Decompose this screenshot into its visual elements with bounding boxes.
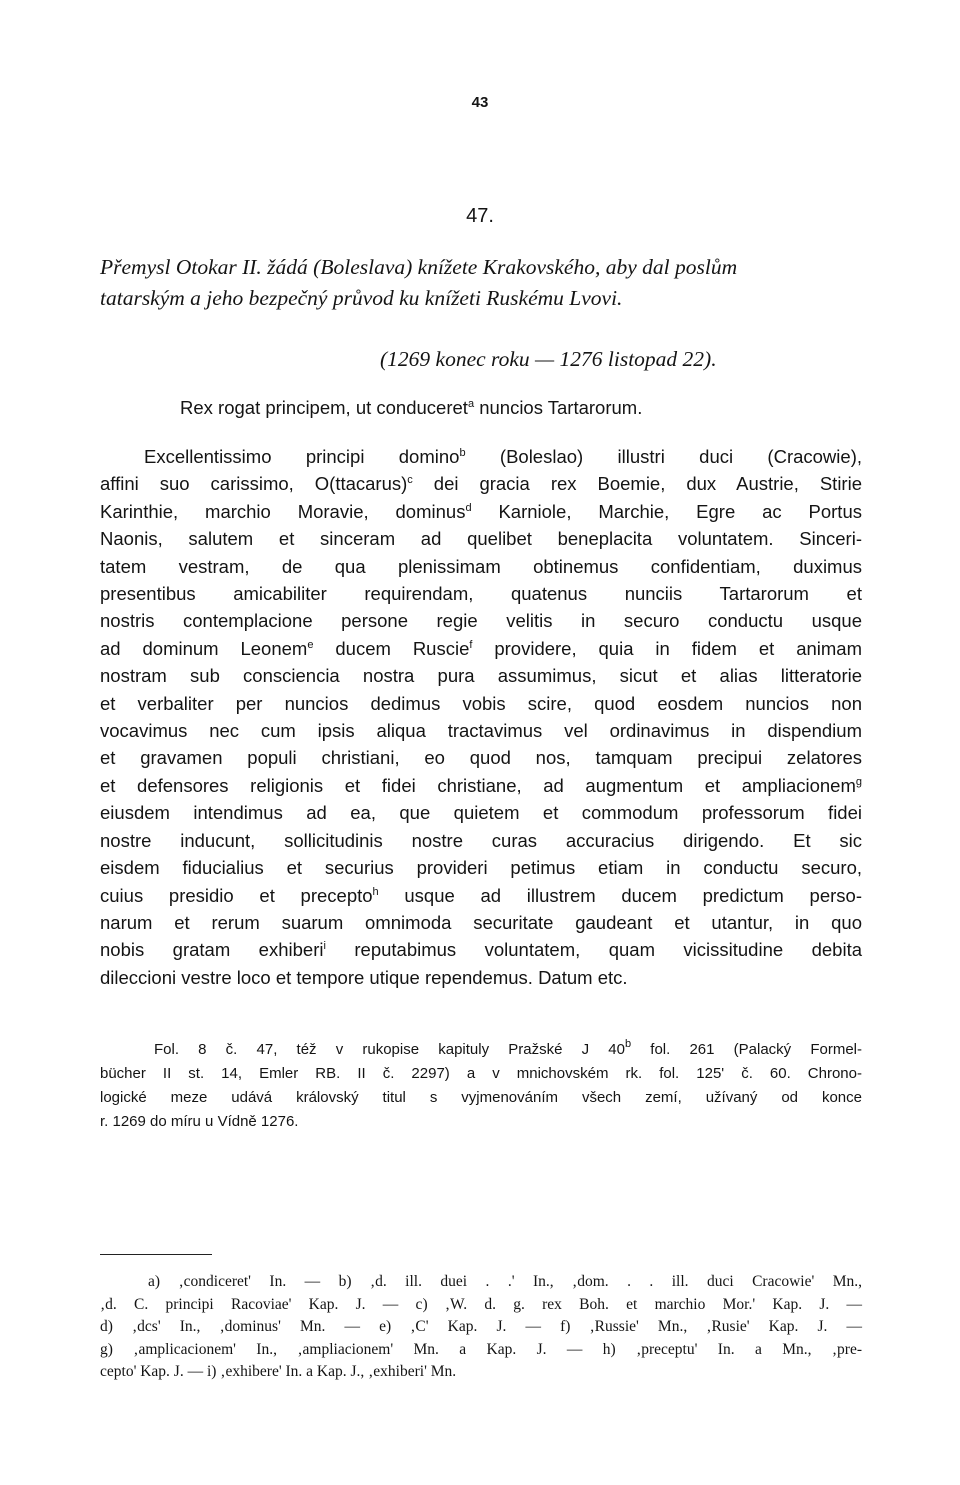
text-run: nostram sub consciencia nostra pura assumimus, sicut et alias litteratorie [100,665,862,687]
apparatus-line: cepto' Kap. J. — i) ‚exhibere' In. a Kap. J., ‚exhiberi' Mn. [100,1363,457,1380]
body-line [100,964,862,991]
note-line [100,1038,862,1062]
footnote-marker: d [465,501,472,514]
body-line [100,690,862,717]
body-line [100,799,862,826]
text-run: et defensores religionis et fidei christiane, ad augmentum et ampliacionem [100,774,856,796]
body-line [100,909,862,936]
footnote-marker: b [624,1038,632,1050]
text-run: et gravamen populi christiani, eo quod nos, tamquam precipui zelatores [100,747,862,769]
apparatus-line: g) ‚amplicacionem' In., ‚ampliacionem' Mn. a Kap. J. — h) ‚preceptu' In. a Mn., ‚pre- [100,1340,862,1358]
heading-line: tatarským a jeho bezpečný průvod ku knížeti Ruskému Lvovi. [100,286,623,310]
text-run: Naonis, salutem et sinceram ad quelibet beneplacita voluntatem. Sinceri- [100,528,862,550]
apparatus-line: ‚d. C. principi Racoviae' Kap. J. — c) ‚W. d. g. rex Boh. et marchio Mor.' Kap. J. — [100,1295,862,1313]
body-line [100,827,862,854]
note-line [100,1086,862,1110]
body-line [100,635,862,662]
text-run: et verbaliter per nuncios dedimus vobis scire, quod eosdem nuncios non [100,692,862,714]
text-run: ad dominum Leonem [100,637,308,659]
text-run: affini suo carissimo, O(ttacarus) [100,473,408,495]
text-run: nobis gratam exhiberi [100,939,324,961]
footnote-marker: g [855,775,862,788]
body-line [100,607,862,634]
text-run: nostre inducunt, sollicitudinis nostre curas accuracius dirigendo. Et sic [100,829,862,851]
footnote-marker: h [372,885,379,898]
text-run: nostris contemplacione persone regie velitis in securo conductu usque [100,610,862,632]
regest-text: Rex rogat principem, ut conduceret [180,397,468,418]
date-line: (1269 konec roku — 1276 listopad 22). [380,347,717,371]
letter-body [100,443,862,991]
text-run: usque ad illustrem ducem predictum perso- [378,884,862,906]
text-run: logické meze udává královský titul s vyjmenováním všech zemí, užívaný od konce [100,1089,862,1106]
text-run: vocavimus nec cum ipsis aliqua tractavimus vel ordinavimus in dispendium [100,720,862,742]
body-line [100,525,862,552]
text-run: Fol. 8 č. 47, též v rukopise kapituly Pražské J 40 [154,1041,625,1058]
footnote-marker: i [323,940,326,953]
body-line [100,882,862,909]
body-line [100,443,862,470]
page-number: 43 [471,94,489,111]
text-run: eiusdem intendimus ad ea, que quietem et commodum professorum fidei [100,802,862,824]
body-line [100,744,862,771]
text-run: tatem vestram, de qua plenissimam obtinemus confidentiam, duximus [100,555,862,577]
regest-tail: nuncios Tartarorum. [474,397,643,418]
text-run: eisdem fiducialius et securius provideri petimus etiam in conductu securo, [100,857,862,879]
note-line [100,1110,862,1134]
footnote-divider [100,1254,212,1255]
text-run: Excellentissimo principi domino [144,446,460,467]
heading-line: Přemysl Otokar II. žádá (Boleslava) knížete Krakovského, aby dal poslům [100,255,738,279]
body-line [100,854,862,881]
footnote-marker: e [307,638,314,651]
body-line [100,580,862,607]
document-number: 47. [466,205,494,227]
note-line [100,1062,862,1086]
text-run: fol. 261 (Palacký Formel- [631,1041,862,1058]
footnote-marker: c [407,474,413,487]
body-line [100,717,862,744]
text-run: providere, quia in fidem et animam [472,637,862,659]
footnote-marker: f [469,638,473,651]
body-line [100,662,862,689]
body-line [100,553,862,580]
text-run: ducem Ruscie [313,637,470,659]
text-run: narum et rerum suarum omnimoda securitate gaudeant et utantur, in quo [100,911,862,933]
text-run: Karinthie, marchio Moravie, dominus [100,500,466,522]
text-run: bücher II st. 14, Emler RB. II č. 2297) a v mnichovském rk. fol. 125' č. 60. Chrono- [100,1065,862,1082]
text-run: (Boleslao) illustri duci (Cracowie), [465,446,862,467]
body-line [100,936,862,963]
body-line [100,470,862,497]
text-run: presentibus amicabiliter requirendam, quatenus nunciis Tartarorum et [100,583,862,605]
text-run: reputabimus voluntatem, quam vicissitudine debita [325,939,863,961]
footnote-marker: b [459,447,466,459]
text-run: dei gracia rex Boemie, dux Austrie, Stirie [412,473,862,495]
source-note [100,1038,862,1134]
text-run: dileccioni vestre loco et tempore utique rependemus. Datum etc. [100,966,628,988]
body-line [100,772,862,799]
text-run: cuius presidio et precepto [100,884,373,906]
apparatus-line: d) ‚dcs' In., ‚dominus' Mn. — e) ‚C' Kap. J. — f) ‚Russie' Mn., ‚Rusie' Kap. J. — [100,1318,862,1335]
czech-heading [100,252,860,314]
apparatus-line: a) ‚condiceret' In. — b) ‚d. ill. duei . .' In., ‚dom. . . ill. duci Cracowie' Mn., [148,1273,862,1290]
critical-apparatus [100,1271,862,1384]
footnote-marker: a [467,398,475,410]
latin-regest [180,397,860,419]
text-run: r. 1269 do míru u Vídně 1276. [100,1113,299,1130]
text-run: Karniole, Marchie, Egre ac Portus [471,500,862,522]
body-line [100,498,862,525]
